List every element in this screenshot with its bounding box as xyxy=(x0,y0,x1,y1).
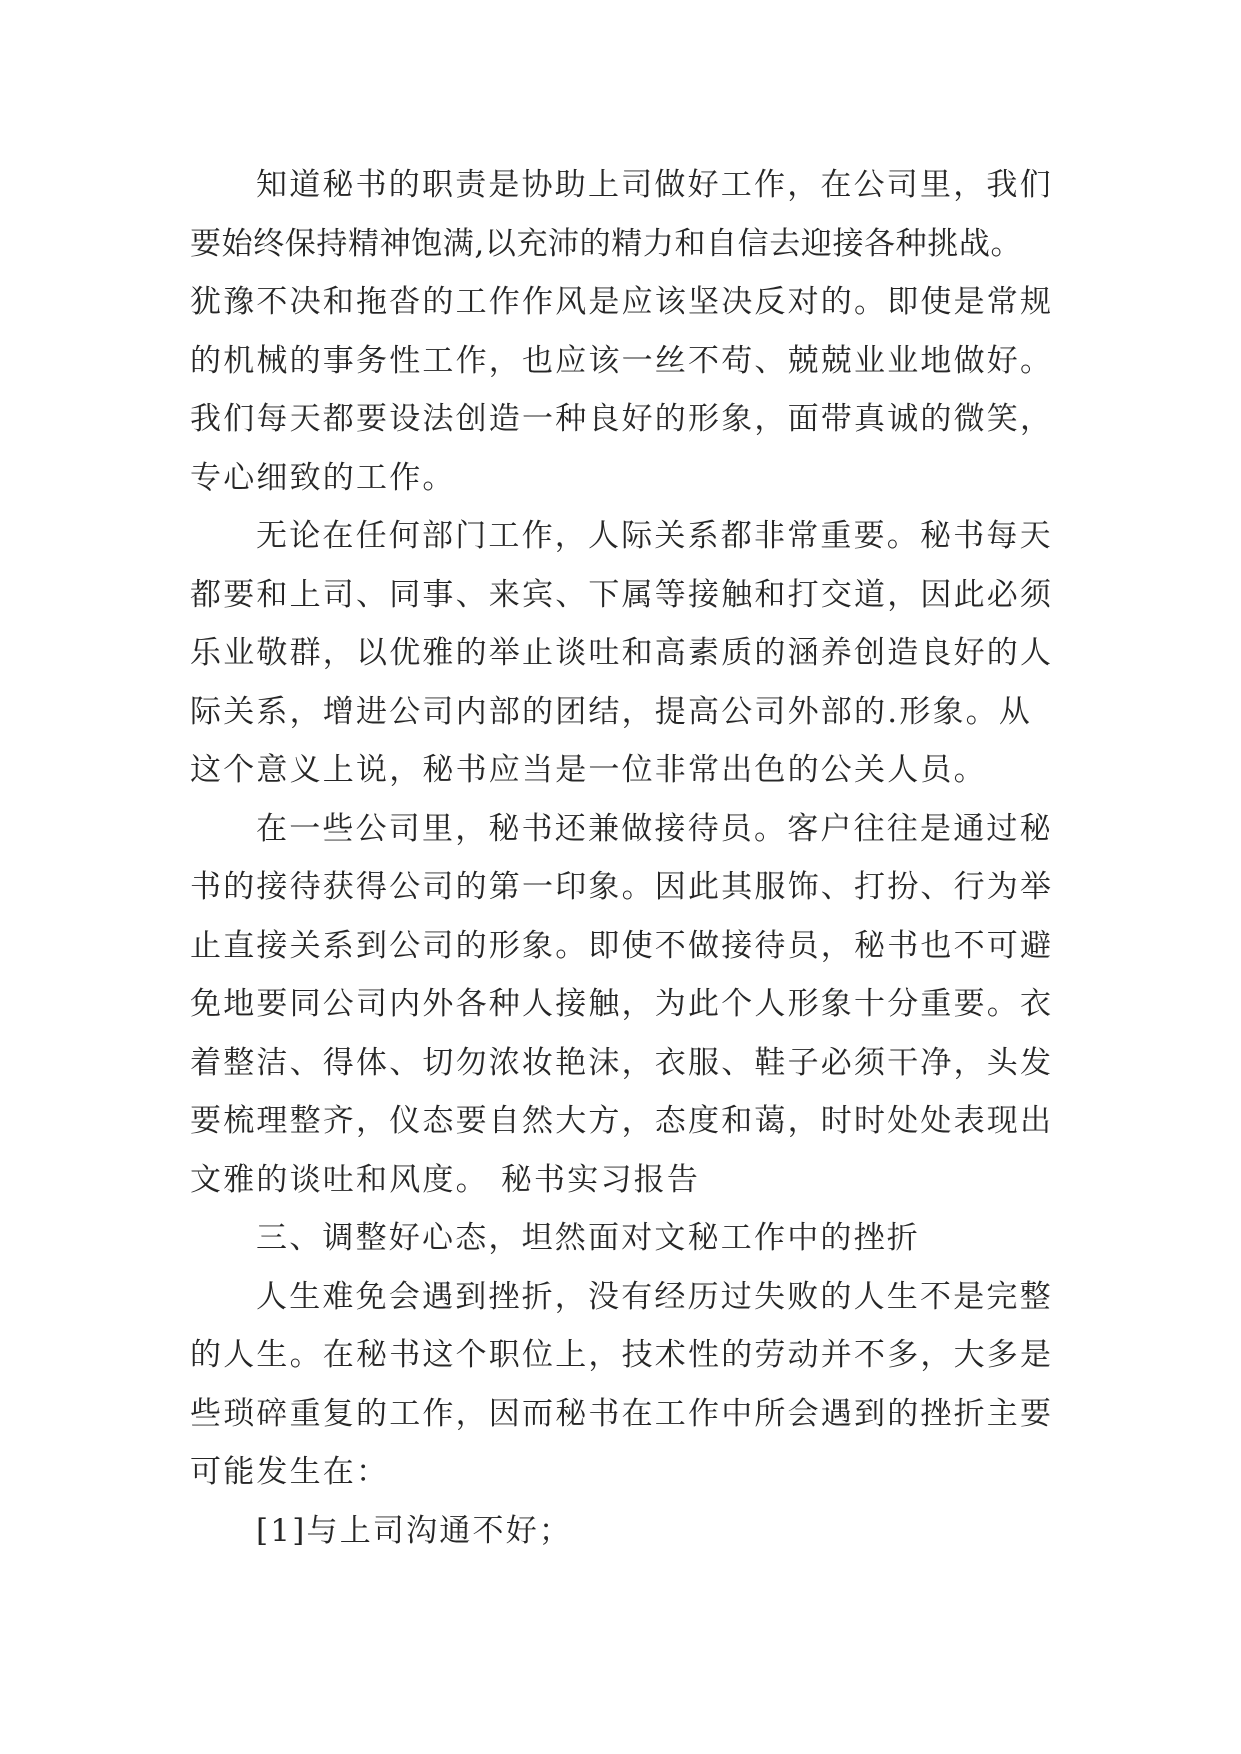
text-line: 犹豫不决和拖沓的工作作风是应该坚决反对的。即使是常规 xyxy=(190,284,1054,320)
text-line: 知道秘书的职责是协助上司做好工作，在公司里，我们 xyxy=(256,167,1053,203)
text-line: 文雅的谈吐和风度。 秘书实习报告 xyxy=(190,1161,701,1198)
text-line: 在一些公司里，秘书还兼做接待员。客户往往是通过秘 xyxy=(256,810,1053,847)
text-line: 乐业敬群，以优雅的举止谈吐和高素质的涵养创造良好的人 xyxy=(190,635,1054,671)
text-line: 际关系，增进公司内部的团结，提高公司外部的.形象。从 xyxy=(190,693,1033,730)
text-line: 要梳理整齐，仪态要自然大方，态度和蔼，时时处处表现出 xyxy=(190,1103,1054,1139)
text-line: 着整洁、得体、切勿浓妆艳沫，衣服、鞋子必须干净，头发 xyxy=(190,1044,1054,1081)
text-line: 些琐碎重复的工作，因而秘书在工作中所会遇到的挫折主要 xyxy=(190,1395,1054,1432)
text-line: 可能发生在： xyxy=(190,1454,390,1490)
section-heading: 三、调整好心态，坦然面对文秘工作中的挫折 xyxy=(256,1220,920,1256)
text-line: 免地要同公司内外各种人接触，为此个人形象十分重要。衣 xyxy=(190,986,1054,1022)
text-line: 我们每天都要设法创造一种良好的形象，面带真诚的微笑， xyxy=(190,401,1054,437)
text-line: 止直接关系到公司的形象。即使不做接待员，秘书也不可避 xyxy=(190,927,1054,964)
text-line: 这个意义上说，秘书应当是一位非常出色的公关人员。 xyxy=(190,752,987,788)
text-line: 的人生。在秘书这个职位上，技术性的劳动并不多，大多是 xyxy=(190,1337,1054,1373)
text-line: 书的接待获得公司的第一印象。因此其服饰、打扮、行为举 xyxy=(190,869,1054,905)
text-line: 要始终保持精神饱满,以充沛的精力和自信去迎接各种挑战。 xyxy=(190,225,1023,262)
text-line: 都要和上司、同事、来宾、下属等接触和打交道，因此必须 xyxy=(190,576,1054,613)
text-line: 的机械的事务性工作，也应该一丝不苟、兢兢业业地做好。 xyxy=(190,342,1054,379)
document-body xyxy=(190,156,1090,1560)
list-item: [1]与上司沟通不好； xyxy=(256,1512,573,1549)
text-line: 无论在任何部门工作，人际关系都非常重要。秘书每天 xyxy=(256,518,1053,554)
text-line: 人生难免会遇到挫折，没有经历过失败的人生不是完整 xyxy=(256,1278,1053,1315)
text-line: 专心细致的工作。 xyxy=(190,459,456,496)
